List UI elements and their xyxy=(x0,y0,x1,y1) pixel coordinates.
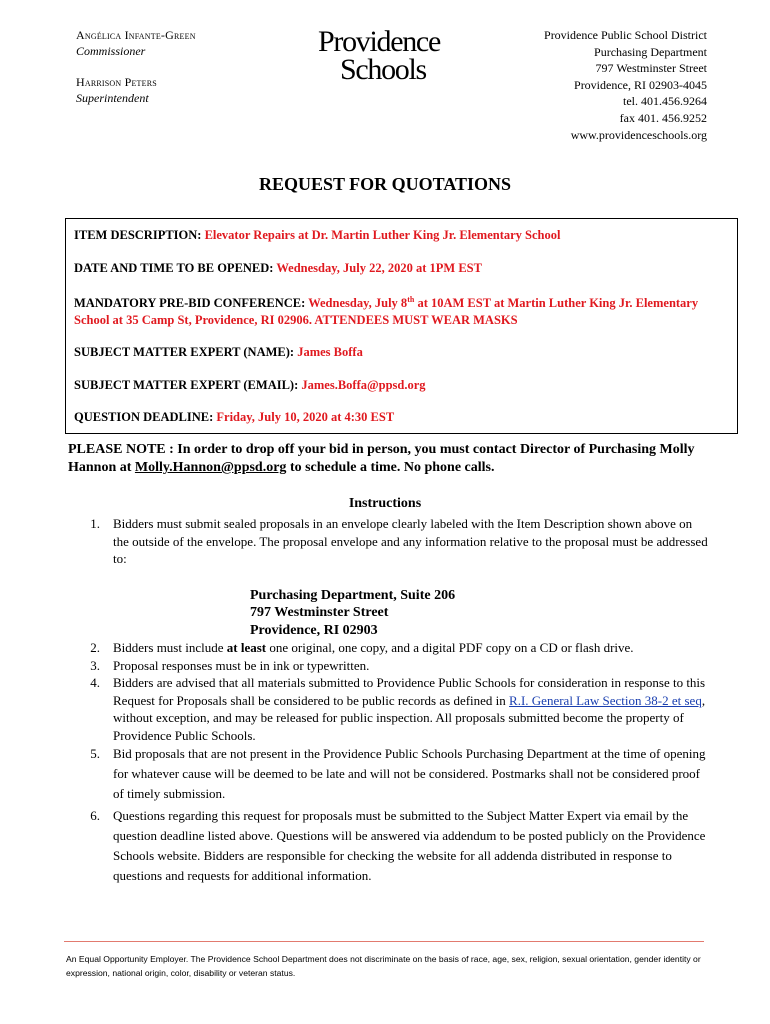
footer-divider xyxy=(64,941,704,942)
item-description-row xyxy=(74,227,729,244)
logo-line-1: Providence xyxy=(318,25,440,58)
question-deadline-label: QUESTION DEADLINE: xyxy=(74,410,214,425)
commissioner-title: Commissioner xyxy=(76,44,146,58)
sme-name-value: James Boffa xyxy=(297,345,363,360)
open-date-value: Wednesday, July 22, 2020 at 1PM EST xyxy=(276,260,482,275)
list-item: 4. Bidders are advised that all materials submitted to Providence Public Schools for consideration in response to this Request for Proposals shall be considered to be public records as defined in R.I. General Law Section 38-2 et seq, without exception, and may be released for public inspection. All proposals submitted become the property of Providence Public Schools. xyxy=(90,675,706,743)
telephone: tel. 401.456.9264 xyxy=(623,94,707,109)
list-item: 3. Proposal responses must be in ink or typewritten. xyxy=(90,657,370,673)
purchasing-director-email-link[interactable]: Molly.Hannon@ppsd.org xyxy=(134,460,287,475)
question-deadline-value: Friday, July 10, 2020 at 4:30 EST xyxy=(216,410,395,425)
open-date-label: DATE AND TIME TO BE OPENED: xyxy=(74,260,274,275)
item-description-value: Elevator Repairs at Dr. Martin Luther King Jr. Elementary School xyxy=(204,228,561,242)
website: www.providenceschools.org xyxy=(570,127,707,142)
list-item: 6. Questions regarding this request for proposals must be submitted to the Subject Matter Expert via email by the question deadline listed above. Questions will be answered via addendum to be posted publicly on the Providence Schools website. Bidders are responsible for checking the website for all addenda distributed in response to questions and requests for additional information. xyxy=(90,808,706,883)
ri-general-law-link[interactable]: R.I. General Law Section 38-2 et seq xyxy=(509,692,702,708)
question-deadline-row xyxy=(74,409,729,426)
open-date-row xyxy=(74,260,729,277)
rfq-details-box xyxy=(65,218,738,434)
sme-name-label: SUBJECT MATTER EXPERT (NAME): xyxy=(74,345,295,360)
prebid-conference-row xyxy=(74,292,729,328)
sme-email-row xyxy=(74,377,729,394)
department-name: Purchasing Department xyxy=(594,44,707,59)
list-item: 5. Bid proposals that are not present in the Providence Public Schools Purchasing Department at the time of opening for whatever cause will be deemed to be late and will not be considered. Postmarks shall not be considered proof of timely submission. xyxy=(90,746,706,801)
note-text-end: to schedule a time. No phone calls. xyxy=(286,460,495,475)
note-text: PLEASE NOTE : In order to drop off your bid in person, you must contact Director of Purchasing Molly Hannon at xyxy=(68,442,695,475)
mailing-address: Purchasing Department, Suite 206 797 Westminster Street Providence, RI 02903 xyxy=(250,587,456,638)
sme-email-value: James.Boffa@ppsd.org xyxy=(301,377,426,392)
sme-email-label: SUBJECT MATTER EXPERT (EMAIL): xyxy=(74,377,299,392)
equal-opportunity-footer: An Equal Opportunity Employer. The Providence School Department does not discriminate on the basis of race, age, sex, religion, sexual orientation, gender identity or expression, national origin, color, disability or veteran status. xyxy=(66,954,701,978)
superintendent-title: Superintendent xyxy=(76,91,149,105)
list-item: 1. Bidders must submit sealed proposals in an envelope clearly labeled with the Item Description shown above on the outside of the envelope. The proposal envelope and any information relative to the proposal must be addressed to: xyxy=(90,516,708,566)
district-address-block xyxy=(544,27,707,143)
instructions-list xyxy=(80,515,710,886)
officials-block xyxy=(76,27,196,106)
drop-off-note xyxy=(68,441,708,477)
sme-name-row xyxy=(74,344,729,361)
superintendent-name: Harrison Peters xyxy=(76,75,157,89)
item-description-label: ITEM DESCRIPTION: xyxy=(74,228,202,242)
list-item: 2. Bidders must include at least one original, one copy, and a digital PDF copy on a CD or flash drive. xyxy=(90,640,634,655)
district-name: Providence Public School District xyxy=(544,28,707,42)
logo-line-2: Schools xyxy=(340,53,426,86)
street-address: 797 Westminster Street xyxy=(595,61,707,76)
instructions-heading: Instructions xyxy=(348,496,422,511)
fax: fax 401. 456.9252 xyxy=(619,110,707,125)
page-title: REQUEST FOR QUOTATIONS xyxy=(258,174,512,194)
prebid-conference-value: Wednesday, July 8th at 10AM EST at Martin Luther King Jr. Elementary School at 35 Camp St, Providence, RI 02906. ATTENDEES MUST WEAR MASKS xyxy=(74,295,699,327)
city-state-zip: Providence, RI 02903-4045 xyxy=(574,77,707,92)
providence-schools-logo xyxy=(318,25,458,90)
commissioner-name: Angélica Infante-Green xyxy=(76,28,196,42)
prebid-conference-label: MANDATORY PRE-BID CONFERENCE: xyxy=(74,296,306,311)
